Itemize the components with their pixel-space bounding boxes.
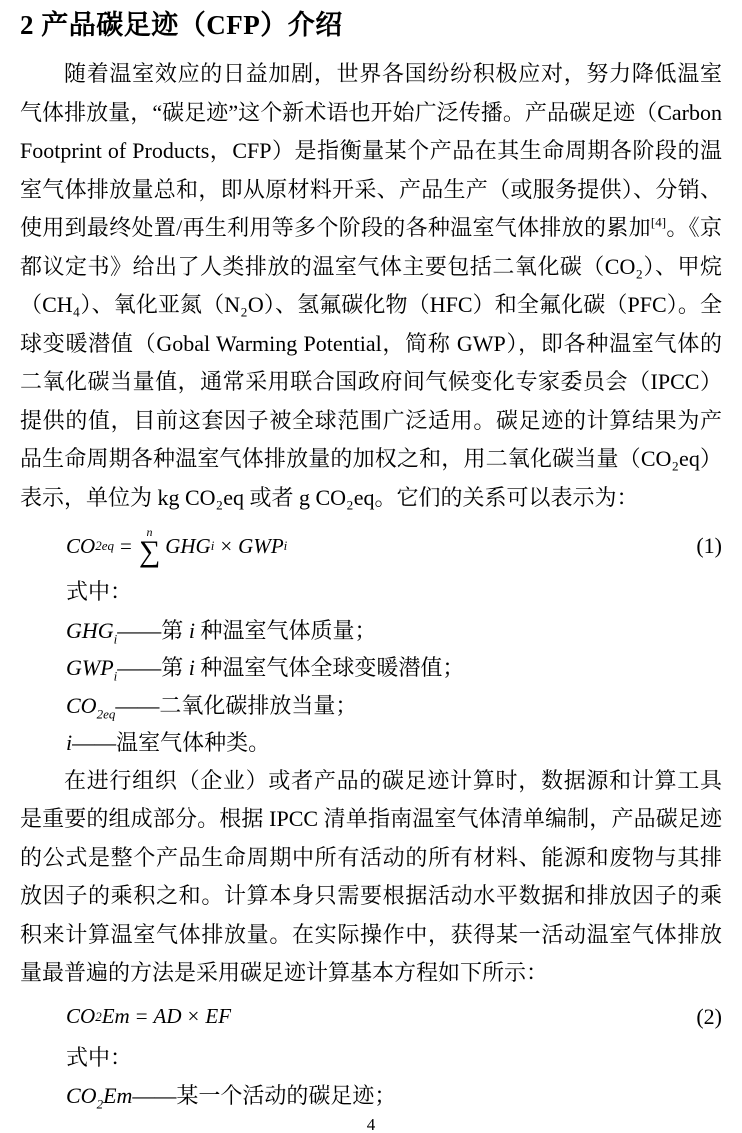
definition-i: i——温室气体种类。 (66, 730, 271, 756)
equation-2-expression: CO 2 Em = AD × EF (66, 1004, 232, 1029)
equation-2 (20, 997, 722, 1037)
equation-1 (20, 521, 722, 571)
paragraph-text: 。《京都议定书》给出了人类排放的温室气体主要包括二氧化碳（CO₂）、甲烷（CH₄）、氧化亚氮（N₂O）、氢氟碳化物（HFC）和全氟化碳（PFC）。全球变暖潜值（Gobal Warming Potential，简称 GWP），即各种温室气体的二氧化碳当量值，通常采用联合国政府间气候变化专家委员会（IPCC）提供的值，目前这套因子被全球范围广泛适用。碳足迹的计算结果为产品生命周期各种温室气体排放量的加权之和，用二氧化碳当量（CO₂eq）表示，单位为 kg CO₂eq 或者 g CO₂eq。它们的关系可以表示为： (20, 215, 722, 510)
equation-number: (2) (696, 1003, 722, 1029)
page-number: 4 (366, 1114, 376, 1133)
equation-number: (1) (696, 533, 722, 559)
paragraph-calculation: 在进行组织（企业）或者产品的碳足迹计算时，数据源和计算工具是重要的组成部分。根据 IPCC 清单指南温室气体清单编制，产品碳足迹的公式是整个产品生命周期中所有活动的所有材料、能源和废物与其排放因子的乘积之和。计算本身只需要根据活动水平数据和排放因子的乘积来计算温室气体排放量。在实际操作中，获得某一活动温室气体排放量最普遍的方法是采用碳足迹计算基本方程如下所示： (20, 767, 722, 986)
where-label: 式中： (66, 579, 133, 605)
definition-co2eq: $CO_{2eq}——$二氧化碳排放当量； (66, 692, 358, 721)
paragraph-text: 随着温室效应的日益加剧，世界各国纷纷积极应对，努力降低温室气体排放量，“碳足迹”这个新术语也开始广泛传播。产品碳足迹（Carbon Footprint of Products，CFP）是指衡量某个产品在其生命周期各阶段的温室气体排放量总和，即从原材料开采、产品生产（或服务提供）、分销、使用到最终处置/再生利用等多个阶段的各种温室气体排放的累加 (20, 61, 722, 241)
paragraph-cfp-intro (20, 55, 722, 517)
summation-symbol: n ∑ (138, 524, 161, 568)
where-label: 式中： (66, 1044, 133, 1070)
section-heading: 2 产品碳足迹（CFP）介绍 (20, 10, 343, 40)
definition-co2em: $CO_2Em——$某一个活动的碳足迹； (66, 1083, 397, 1112)
equation-1-expression: CO 2eq = n ∑ GHG i × GWP i (66, 524, 288, 568)
footnote-ref: [4] (650, 214, 667, 230)
definition-gwp: $GWP_i——$第 i 种温室气体全球变暖潜值； (66, 655, 465, 684)
definition-ghg: $GHG_i——$第 i 种温室气体质量； (66, 617, 377, 646)
